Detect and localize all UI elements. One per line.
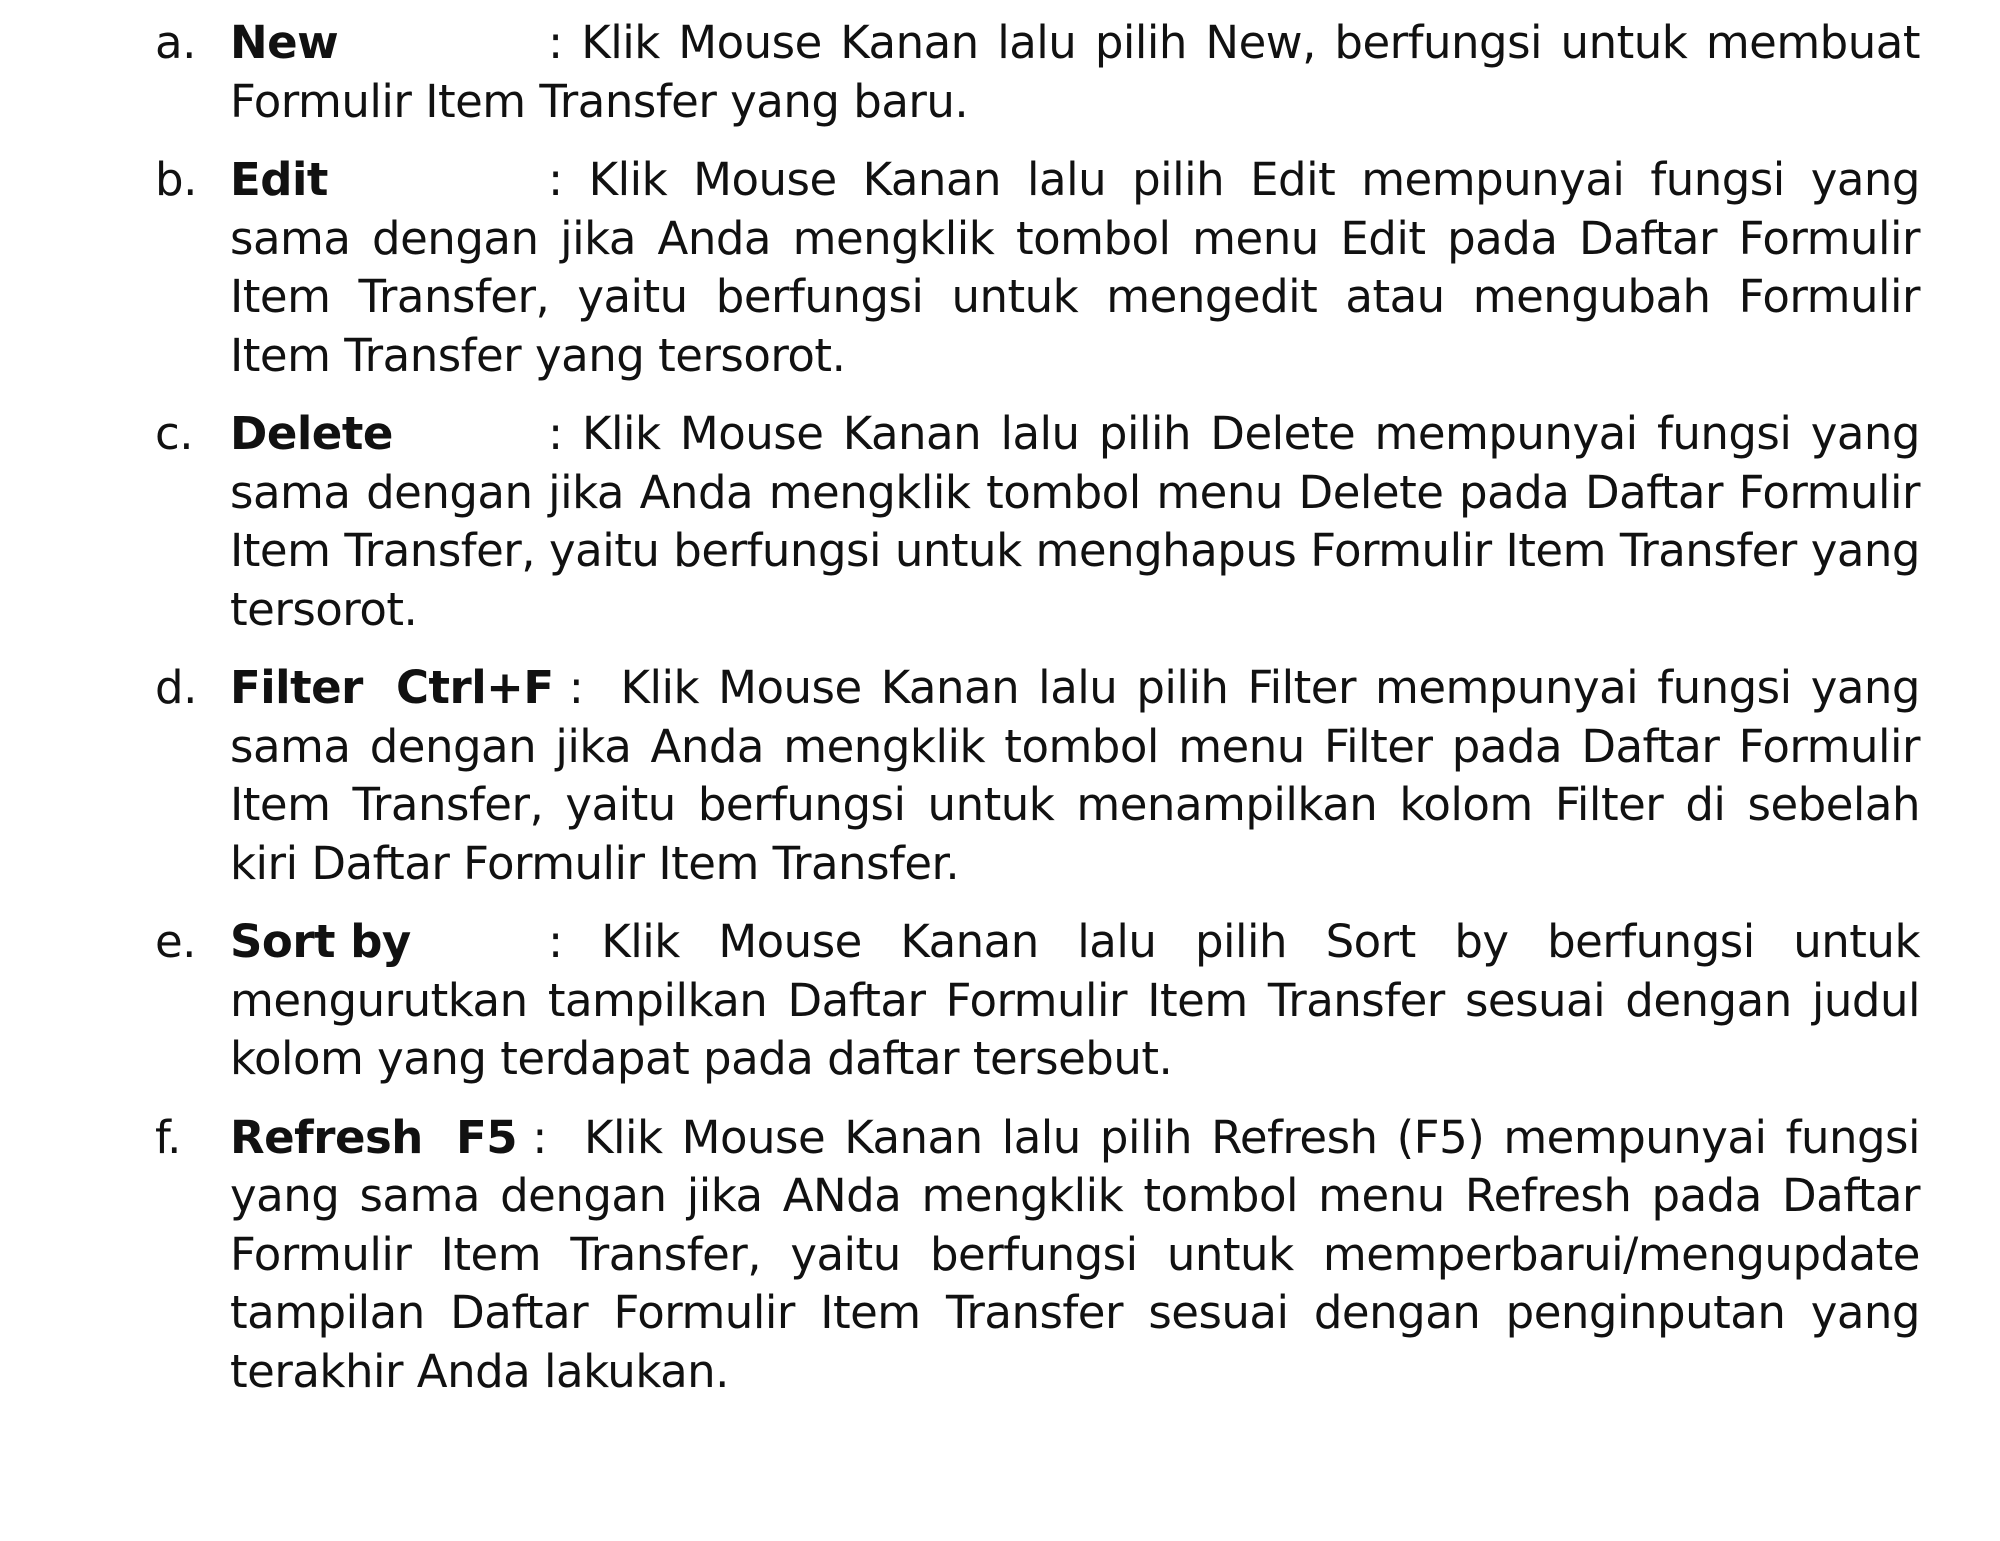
term-separator: : [548, 915, 563, 968]
term-separator: : [568, 661, 584, 714]
list-marker: a. [155, 16, 196, 69]
list-marker: b. [155, 153, 197, 206]
term-separator: : [548, 16, 563, 69]
term-edit [230, 151, 548, 210]
term-delete [230, 405, 548, 464]
term-description: Klik Mouse Kanan lalu pilih Filter mempunyai fungsi yang sama dengan jika Anda mengklik tombol menu Filter pada Daftar Formulir Item Transfer, yaitu berfungsi untuk menampilkan kolom Filter di sebelah kiri Daftar Formulir Item Transfer. [230, 661, 1920, 890]
term-label: Refresh [230, 1110, 423, 1164]
term-label: Sort by [230, 915, 411, 968]
list-marker: d. [155, 661, 197, 714]
term-sort-by [230, 913, 548, 972]
list-item-new [0, 14, 1920, 131]
list-marker: e. [155, 915, 196, 968]
term-description: Klik Mouse Kanan lalu pilih Edit mempunyai fungsi yang sama dengan jika Anda mengklik tombol menu Edit pada Daftar Formulir Item Transfer, yaitu berfungsi untuk mengedit atau mengubah Formulir Item Transfer yang tersorot. [230, 153, 1920, 382]
term-separator: : [548, 153, 563, 206]
list-marker: f. [155, 1110, 181, 1164]
term-label: Delete [230, 407, 393, 460]
term-description: Klik Mouse Kanan lalu pilih Refresh (F5) mempunyai fungsi yang sama dengan jika ANda mengklik tombol menu Refresh pada Daftar Formulir Item Transfer, yaitu berfungsi untuk memperbarui/mengupdate tampilan Daftar Formulir Item Transfer sesuai dengan penginputan yang terakhir Anda lakukan. [230, 1110, 1920, 1398]
list-item-edit [0, 151, 1920, 385]
term-description: Klik Mouse Kanan lalu pilih New, berfungsi untuk membuat Formulir Item Transfer yang baru. [230, 16, 1920, 128]
term-new [230, 14, 548, 73]
term-separator: : [532, 1110, 547, 1164]
list-marker: c. [155, 407, 194, 460]
term-label: Filter [230, 661, 363, 714]
list-item-delete [0, 405, 1920, 639]
list-item-refresh [0, 1109, 1920, 1402]
term-separator: : [548, 407, 563, 460]
term-refresh [230, 1109, 547, 1168]
list-item-sort-by [0, 913, 1920, 1089]
document-page [0, 14, 2000, 1421]
term-label: New [230, 16, 339, 69]
term-shortcut: F5 [455, 1110, 518, 1164]
list-item-filter [0, 659, 1920, 893]
term-description: Klik Mouse Kanan lalu pilih Delete mempunyai fungsi yang sama dengan jika Anda mengklik tombol menu Delete pada Daftar Formulir Item Transfer, yaitu berfungsi untuk menghapus Formulir Item Transfer yang tersorot. [230, 407, 1920, 636]
term-shortcut: Ctrl+F [396, 661, 554, 714]
term-label: Edit [230, 153, 328, 206]
term-description: Klik Mouse Kanan lalu pilih Sort by berfungsi untuk mengurutkan tampilkan Daftar Formulir Item Transfer sesuai dengan judul kolom yang terdapat pada daftar tersebut. [230, 915, 1921, 1085]
term-filter [230, 659, 583, 718]
